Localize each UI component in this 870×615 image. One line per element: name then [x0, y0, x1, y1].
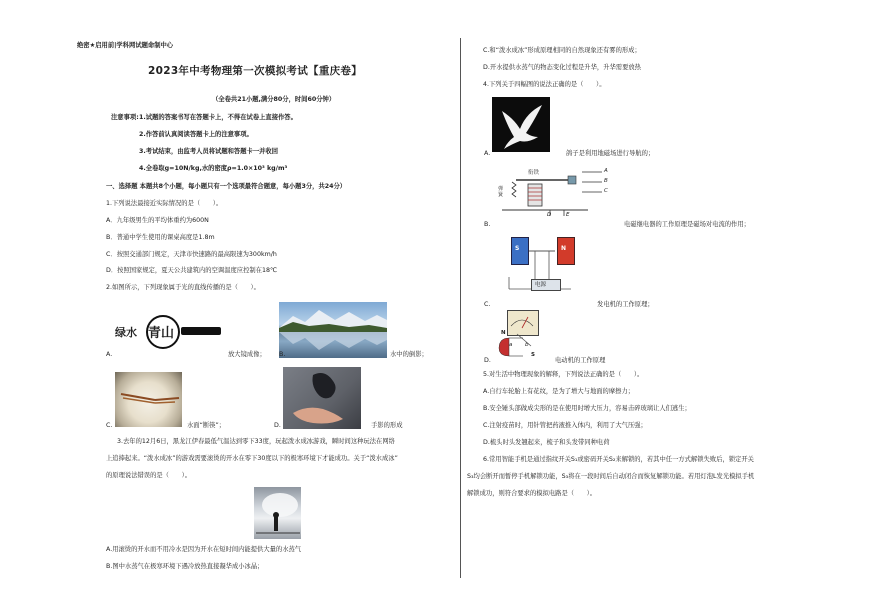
q4-d-label: D.	[484, 357, 491, 364]
confidential-label: 绝密★启用前|学科网试题命制中心	[77, 42, 174, 49]
q2-b-text: 水中的倒影；	[390, 351, 428, 358]
relay-armature-label: 衔铁	[528, 170, 540, 176]
q2-stem: 2.如图所示，下列现象属于光的直线传播的是（ ）。	[106, 284, 260, 291]
magnet-n-label: N	[561, 245, 567, 252]
dove-svg	[492, 97, 550, 152]
magnifier-image	[115, 314, 223, 350]
note-2: 2.作答前认真阅读答题卡上的注意事项。	[139, 131, 253, 138]
chopsticks-svg	[115, 372, 182, 427]
hand-shadow-svg	[283, 367, 361, 429]
dove-image	[492, 97, 550, 152]
q6-line-3: 解锁成功，则符合要求的模拟电路是（ ）。	[467, 490, 597, 497]
motor-n-label: N	[501, 330, 506, 336]
q1-stem: 1.下列说法最接近实际情况的是（ ）。	[106, 200, 223, 207]
q1-option-c: C．按照交通部门规定，天津市快速路的最高限速为300km/h	[106, 251, 277, 258]
q2-a-text: 放大镜成像；	[228, 351, 266, 358]
q6-line-1: 6.常用智能手机是通过指纹开关S₁或密码开关S₂来解锁的，若其中任一方式解锁失败后，锁定开关	[483, 456, 754, 463]
image-text-lens: 青山	[148, 326, 175, 341]
q4-c-text: 发电机的工作原理；	[597, 301, 654, 308]
relay-terminal-c: C	[604, 188, 608, 194]
q4-b-label: B.	[484, 221, 491, 228]
q2-d-text: 手影的形成	[371, 422, 403, 429]
q2-b-label: B.	[279, 351, 286, 358]
q1-option-b: B．普通中学生使用的课桌高度是1.8m	[106, 234, 215, 241]
water-to-ice-svg	[254, 487, 301, 539]
relay-diagram	[498, 168, 610, 220]
q1-option-a: A．九年级男生的平均体重约为600N	[106, 217, 209, 224]
bowl-chopsticks-image	[115, 372, 182, 427]
q4-c-label: C.	[484, 301, 491, 308]
motor-diagram	[495, 308, 549, 360]
magnifier-handle	[181, 327, 221, 335]
q3-option-d: D.开水提供水蒸气的物态变化过程是升华，升华需要放热	[483, 64, 641, 71]
q4-d-text: 电动机的工作原理	[555, 357, 606, 364]
water-to-ice-image	[254, 487, 301, 539]
q5-stem: 5.对生活中物理现象的解释，下列说法正确的是（ ）。	[483, 371, 644, 378]
q3-option-a: A.用滚烫的开水而不用冷水是因为开水在短时间内能提供大量的水蒸气	[106, 546, 302, 553]
q2-d-label: D.	[274, 422, 281, 429]
q4-b-text: 电磁继电器的工作原理是磁场对电流的作用；	[624, 221, 750, 228]
q3-line-3: 的原理说法错误的是（ ）。	[106, 472, 192, 479]
magnet-s-label: S	[515, 245, 520, 252]
q5-option-a: A.自行车轮胎上有花纹，是为了增大与地面的摩擦力；	[483, 388, 635, 395]
q6-line-2: S₃均会断开而暂停手机解锁功能，S₃将在一段时间后自动闭合而恢复解锁功能。若用灯泡L发光模拟手机	[467, 473, 755, 480]
q5-option-b: B.安全锤头部做成尖形的是在使用时增大压力，容易击碎玻璃让人们逃生；	[483, 405, 691, 412]
motor-a-label: a	[509, 342, 513, 348]
q1-option-d: D．按照国家规定，夏天公共建筑内的空调温度应控制在18℃	[106, 267, 278, 274]
q2-c-text: 水面“断筷”；	[187, 422, 226, 429]
motor-s-label: S	[531, 352, 535, 358]
q3-line-2: 上追捧起来。“泼水成冰”的游戏需要滚烫的开水在零下30度以下的极寒环境下才能成功。关于“泼水成冰”	[106, 455, 398, 462]
mountain-svg	[279, 302, 387, 358]
power-supply-label: 电源	[535, 282, 547, 288]
q3-option-b: B.图中水蒸气在极寒环境下遇冷放热直接凝华成小冰晶；	[106, 563, 264, 570]
exam-title: 2023年中考物理第一次模拟考试【重庆卷】	[148, 65, 363, 77]
column-divider	[460, 38, 461, 578]
relay-terminal-d: D	[547, 212, 552, 218]
notes-heading: 注意事项:	[111, 114, 139, 121]
q5-option-d: D.梳头时头发翘起来，梳子和头发带同种电荷	[483, 439, 610, 446]
hand-shadow-image	[283, 367, 361, 429]
q5-option-c: C.注射疫苗时，用针管把药液推入体内，利用了大气压强；	[483, 422, 647, 429]
mountain-reflection-image	[279, 302, 387, 358]
note-3: 3.考试结束，由监考人员将试题和答题卡一并收回	[139, 148, 279, 155]
motor-b-label: b	[525, 342, 529, 348]
q4-a-text: 鸽子是利用地磁场进行导航的；	[566, 150, 655, 157]
relay-terminal-a: A	[604, 168, 608, 174]
q2-c-label: C.	[106, 422, 113, 429]
relay-spring-label: 弹簧	[498, 186, 504, 198]
relay-terminal-e: E	[566, 212, 570, 218]
image-text-left: 绿水	[115, 326, 137, 339]
q3-option-c: C.和“泼水成冰”形成原理相同的自然现象还有雾的形成；	[483, 47, 641, 54]
note-4: 4.全卷取g=10N/kg,水的密度ρ=1.0×10³ kg/m³	[139, 165, 288, 172]
relay-terminal-b: B	[604, 178, 608, 184]
q2-a-label: A.	[106, 351, 113, 358]
q3-line-1: 3.去年的12月6日，黑龙江伊春最低气温达到零下33度，玩起泼水成冰游戏，瞬时间这种玩法在网络	[117, 438, 395, 445]
q4-stem: 4.下列关于四幅图的说法正确的是（ ）。	[483, 81, 606, 88]
generator-diagram	[505, 233, 577, 297]
section-heading: 一、选择题 本题共8个小题，每小题只有一个选项最符合题意，每小题3分，共24分）	[106, 183, 347, 190]
q4-a-label: A.	[484, 150, 491, 157]
exam-subtitle: （全卷共21小题,满分80分，时间60分钟）	[212, 96, 336, 103]
note-1: 1.试题的答案书写在答题卡上，不得在试卷上直接作答。	[139, 114, 297, 121]
relay-svg	[498, 168, 610, 220]
